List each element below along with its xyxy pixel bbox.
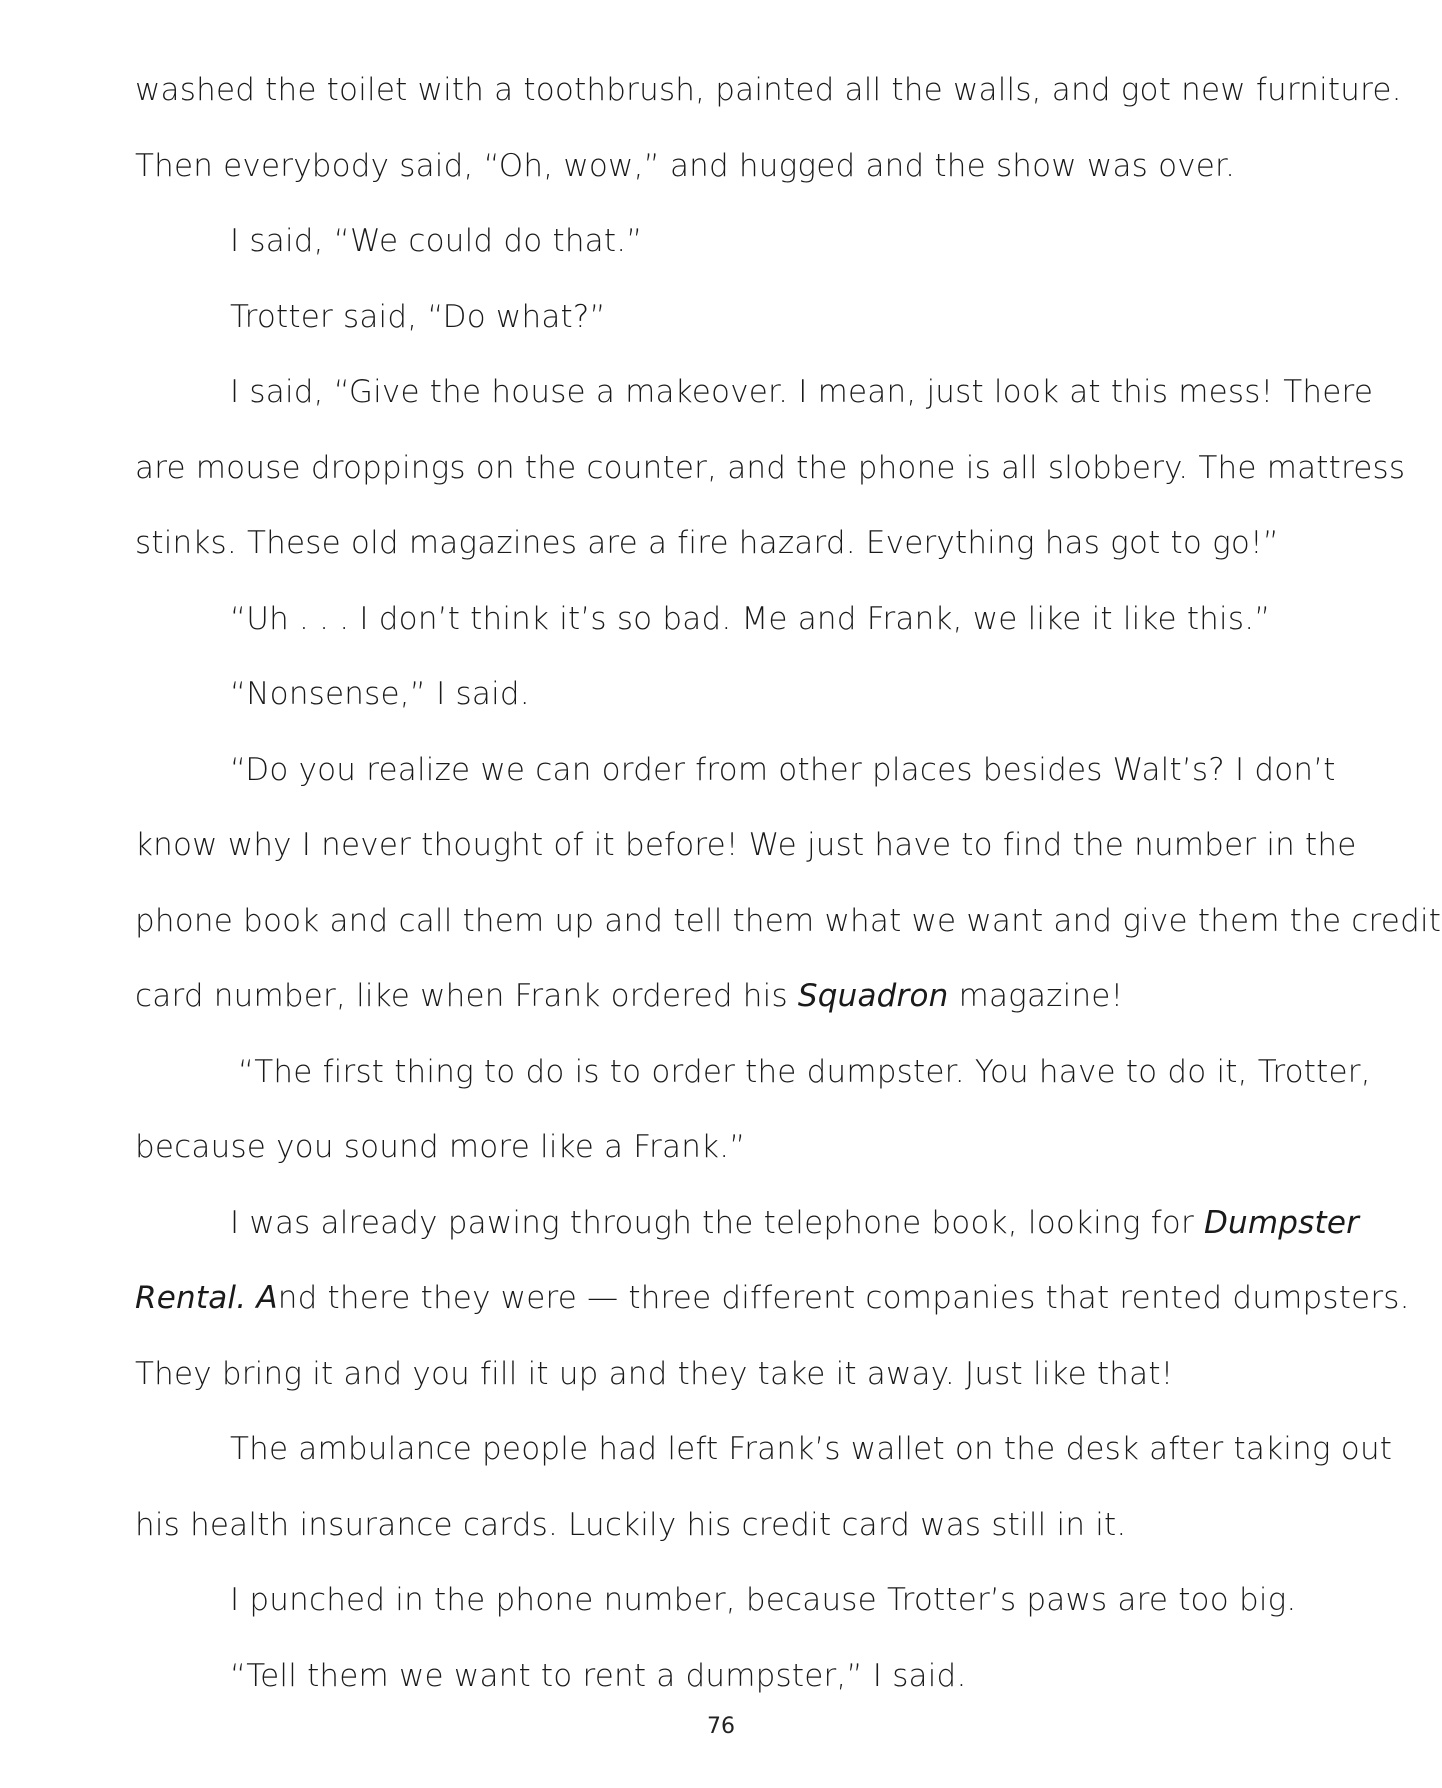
text-line: “Uh . . . I don’t think it’s so bad. Me and Frank, we like it like this.” (230, 600, 1271, 637)
text-line: “Tell them we want to rent a dumpster,” I said. (230, 1657, 967, 1694)
text-line: stinks. These old magazines are a fire hazard. Everything has got to go!” (135, 525, 1279, 561)
italic-text: Dumpster (1203, 1204, 1360, 1241)
text-line (135, 1195, 1360, 1271)
text-line (135, 968, 1310, 1044)
text-line: “The first thing to do is to order the dumpster. You have to do it, Trotter, (238, 1053, 1371, 1090)
text-line: I said, “We could do that.” (230, 223, 643, 259)
italic-title: Squadron (797, 978, 949, 1014)
text-line: because you sound more like a Frank.” (135, 1129, 746, 1165)
text-run: I was already pawing through the telephone book, looking for (230, 1204, 1204, 1241)
text-run: card number, like when Frank ordered his (135, 978, 798, 1014)
text-run: magazine! (948, 978, 1124, 1014)
text-line: The ambulance people had left Frank’s wallet on the desk after taking out (230, 1431, 1393, 1467)
page-number: 76 (707, 1714, 735, 1739)
text-line (135, 1270, 1410, 1346)
text-line: washed the toilet with a toothbrush, painted all the walls, and got new furniture. (135, 72, 1402, 108)
text-line: “Nonsense,” I said. (230, 676, 530, 712)
text-line: I said, “Give the house a makeover. I mean, just look at this mess! There (230, 374, 1374, 410)
text-line: phone book and call them up and tell them what we want and give them the credit (135, 902, 1442, 939)
text-line: I punched in the phone number, because Trotter’s paws are too big. (230, 1582, 1297, 1618)
text-run: nd there they were — three different companies that rented dumpsters. (277, 1280, 1410, 1316)
italic-text: Rental. A (135, 1280, 278, 1316)
text-line: They bring it and you fill it up and they take it away. Just like that! (135, 1355, 1174, 1392)
text-line: Trotter said, “Do what?” (230, 298, 606, 335)
text-line: are mouse droppings on the counter, and the phone is all slobbery. The mattress (135, 449, 1406, 486)
text-line: “Do you realize we can order from other places besides Walt’s? I don’t (230, 751, 1336, 788)
page-body (135, 62, 1442, 1723)
text-line: his health insurance cards. Luckily his credit card was still in it. (135, 1506, 1127, 1543)
text-line: know why I never thought of it before! We just have to find the number in the (135, 827, 1357, 863)
text-line: Then everybody said, “Oh, wow,” and hugged and the show was over. (135, 147, 1236, 184)
